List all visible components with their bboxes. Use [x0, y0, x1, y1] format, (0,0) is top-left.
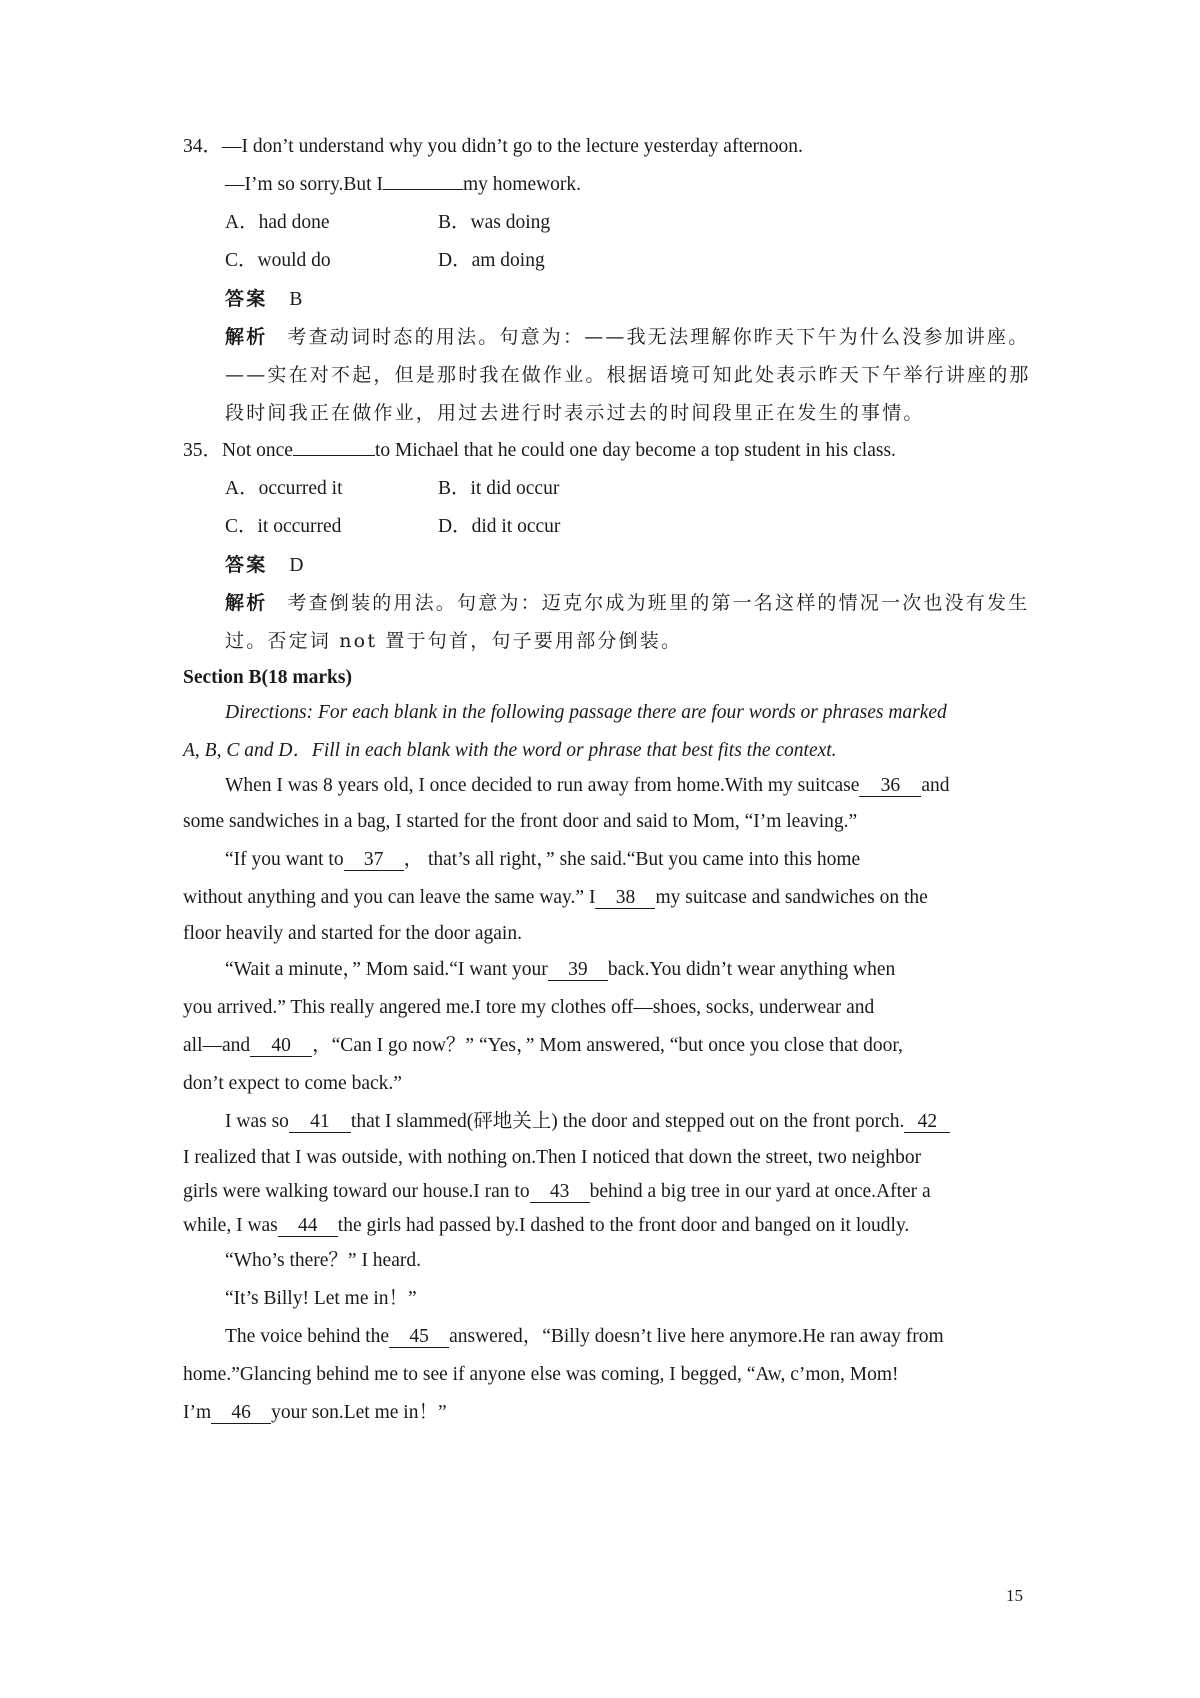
blank-38: 38: [595, 888, 655, 909]
page-number: 15: [1006, 1586, 1023, 1605]
passage-line-6: [225, 957, 895, 983]
q35-pre: Not once: [222, 440, 293, 461]
q34-line2-pre: —I’m so sorry.But I: [225, 174, 383, 195]
passage-line-14: “Who’s there？” I heard.: [225, 1250, 421, 1271]
q34-analysis-label: 解析: [225, 326, 268, 348]
q35-answer-value: D: [289, 555, 304, 576]
q35-blank: [293, 455, 375, 456]
q35-analysis-line1: [225, 590, 1029, 617]
q35-analysis-label: 解析: [225, 592, 268, 614]
passage-text: back.You didn’t wear anything when: [607, 959, 896, 980]
passage-text: When I was 8 years old, I once decided to run away from home.With my suitcase: [225, 775, 860, 796]
q35-option-c: C．it occurred: [225, 516, 342, 537]
passage-text: I’m: [183, 1402, 212, 1423]
passage-text: the girls had passed by.I dashed to the front door and banged on it loudly.: [337, 1215, 910, 1236]
blank-44: 44: [278, 1216, 338, 1237]
q34-blank: [383, 189, 463, 190]
passage-line-10: [225, 1109, 950, 1135]
blank-46: 46: [211, 1403, 271, 1424]
q34-answer: [225, 286, 302, 313]
q34-option-b: B．was doing: [438, 212, 551, 233]
q35-analysis-line2: 过。否定词 not 置于句首，句子要用部分倒装。: [225, 630, 683, 652]
q35-option-b: B．it did occur: [438, 478, 560, 499]
q35-line1: [183, 438, 896, 464]
passage-line-18: [183, 1400, 447, 1426]
q34-question-text: —I don’t understand why you didn’t go to the lecture yesterday afternoon.: [222, 136, 803, 157]
q34-analysis-line2: ——实在对不起，但是那时我在做作业。根据语境可知此处表示昨天下午举行讲座的那: [225, 364, 1031, 386]
passage-text: behind a big tree in our yard at once.After a: [589, 1181, 931, 1202]
blank-42: 42: [904, 1112, 950, 1133]
q34-line1: [183, 134, 803, 160]
passage-line-13: [183, 1213, 909, 1239]
q35-number: 35．: [183, 440, 223, 461]
passage-line-9: don’t expect to come back.”: [183, 1073, 402, 1094]
passage-line-4: [183, 885, 928, 911]
q34-analysis-line3: 段时间我正在做作业，用过去进行时表示过去的时间段里正在发生的事情。: [225, 402, 925, 424]
passage-line-15: “It’s Billy! Let me in！”: [225, 1288, 417, 1309]
blank-45: 45: [389, 1327, 449, 1348]
passage-text: answered，“Billy doesn’t live here anymore.He ran away from: [449, 1326, 944, 1347]
passage-text: all—and: [183, 1035, 251, 1056]
directions-line1: Directions: For each blank in the following passage there are four words or phrases marked: [225, 702, 947, 723]
passage-line-1: [225, 773, 950, 799]
passage-text: girls were walking toward our house.I ran to: [183, 1181, 530, 1202]
q34-option-c: C．would do: [225, 250, 331, 271]
q35-option-a: A．occurred it: [225, 478, 343, 499]
q34-line2-post: my homework.: [462, 174, 582, 195]
passage-line-5: floor heavily and started for the door again.: [183, 923, 522, 944]
q34-analysis-line1: [225, 324, 1029, 351]
section-title: Section B(18 marks): [183, 667, 352, 688]
blank-37: 37: [344, 850, 404, 871]
passage-line-11: I realized that I was outside, with nothing on.Then I noticed that down the street, two neighbor: [183, 1147, 922, 1168]
passage-text: “If you want to: [225, 849, 344, 870]
q35-option-d: D．did it occur: [438, 516, 561, 537]
q35-answer-label: 答案: [225, 554, 268, 576]
q34-answer-value: B: [289, 289, 303, 310]
passage-line-3: [225, 847, 860, 873]
passage-line-7: you arrived.” This really angered me.I tore my clothes off—shoes, socks, underwear and: [183, 997, 875, 1018]
passage-text: without anything and you can leave the same way.” I: [183, 887, 596, 908]
blank-39: 39: [548, 960, 608, 981]
q35-answer: [225, 552, 304, 579]
q34-number: 34．: [183, 136, 223, 157]
q34-answer-label: 答案: [225, 288, 268, 310]
passage-text: ，“Can I go now？” “Yes，” Mom answered, “but once you close that door,: [312, 1035, 903, 1056]
q35-post: to Michael that he could one day become a top student in his class.: [374, 440, 896, 461]
blank-41: 41: [289, 1112, 351, 1133]
passage-text: while, I was: [183, 1215, 278, 1236]
passage-text: that I slammed(砰地关上) the door and stepped out on the front porch.: [350, 1111, 905, 1132]
blank-43: 43: [530, 1182, 590, 1203]
passage-line-16: [225, 1324, 944, 1350]
passage-text: ， that’s all right，” she said.“But you came into this home: [403, 849, 861, 870]
blank-40: 40: [250, 1036, 312, 1057]
passage-text: my suitcase and sandwiches on the: [655, 887, 928, 908]
passage-line-17: home.”Glancing behind me to see if anyone else was coming, I begged, “Aw, c’mon, Mom!: [183, 1364, 899, 1385]
q34-option-d: D．am doing: [438, 250, 545, 271]
passage-line-12: [183, 1179, 931, 1205]
passage-text: The voice behind the: [225, 1326, 390, 1347]
passage-line-8: [183, 1033, 903, 1059]
passage-text: I was so: [225, 1111, 289, 1132]
q35-analysis-text1: 考查倒装的用法。句意为：迈克尔成为班里的第一名这样的情况一次也没有发生: [287, 592, 1030, 614]
blank-36: 36: [859, 776, 921, 797]
q34-line2: [225, 172, 581, 198]
q34-option-a: A．had done: [225, 212, 330, 233]
passage-text: and: [921, 775, 950, 796]
directions-line2: A, B, C and D．Fill in each blank with the word or phrase that best fits the context.: [183, 740, 837, 761]
q34-analysis-text1: 考查动词时态的用法。句意为：——我无法理解你昨天下午为什么没参加讲座。: [287, 326, 1030, 348]
passage-line-2: some sandwiches in a bag, I started for the front door and said to Mom, “I’m leaving.”: [183, 811, 858, 832]
passage-text: “Wait a minute，” Mom said.“I want your: [225, 959, 548, 980]
passage-text: your son.Let me in！”: [271, 1402, 447, 1423]
